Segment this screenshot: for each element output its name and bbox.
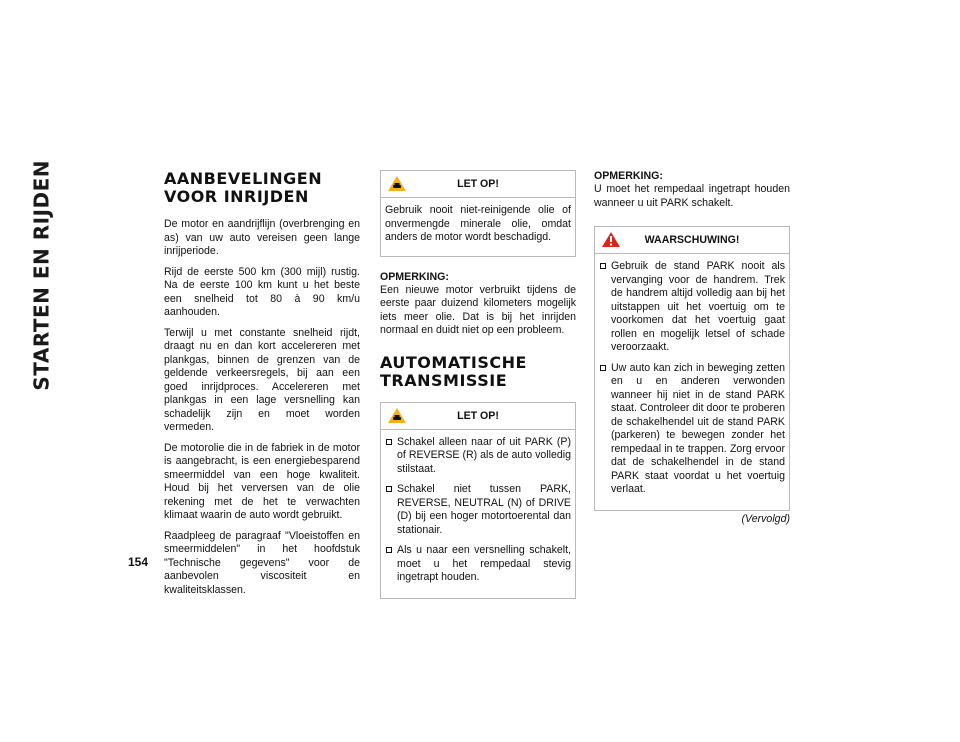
heading-transmissie: AUTOMATISCHE TRANSMISSIE — [380, 352, 527, 390]
paragraph: Terwijl u met constante snelheid rijdt, draagt nu en dan kort accelereren met plankgas, binnen de grenzen van de geldende verkeersregels, bij aan een goed inrijdproces. Accelereren met plankgas in een lage versnelling kan schadelijk zijn en moet worden vermeden. — [164, 326, 360, 433]
warning-box-header — [595, 227, 789, 254]
note-text: U moet het rempedaal ingetrapt houden wanneer u uit PARK schakelt. — [594, 183, 790, 209]
list-item: Uw auto kan zich in beweging zetten en u en anderen verwonden wanneer hij niet in de stand PARK staat. Controleer dit door te proberen de schakelhendel uit de stand PARK (parkeren) te bewegen zonder het rempedaal in te trappen. Zorg ervoor dat de schakelhendel in de stand PARK staat voordat u het voertuig verlaat. — [599, 362, 785, 497]
caution-car-icon — [387, 175, 407, 192]
caution-title: LET OP! — [457, 409, 499, 422]
list-item: Als u naar een versnelling schakelt, moet u het rempedaal stevig ingetrapt houden. — [385, 544, 571, 585]
column-middle — [380, 170, 576, 613]
caution-box-transmission — [380, 402, 576, 599]
caution-title: LET OP! — [457, 178, 499, 190]
caution-box-header — [381, 403, 575, 430]
caution-text: Gebruik nooit niet-reinigende olie of onvermengde minerale olie, omdat anders de motor wordt beschadigd. — [385, 204, 571, 243]
list-item: Gebruik de stand PARK nooit als vervanging voor de handrem. Trek de handrem altijd volledig aan bij het uitstappen uit het voertuig om te voorkomen dat het voertuig gaat rollen en mogelijk letsel of schade veroorzaakt. — [599, 260, 785, 355]
continued-label: (Vervolgd) — [741, 512, 790, 525]
note-text: Een nieuwe motor verbruikt tijdens de eerste paar duizend kilometers mogelijk iets meer olie. Dat is bij het inrijden normaal en duidt niet op een probleem. — [380, 283, 576, 336]
page-number: 154 — [128, 555, 149, 569]
bullet-square-icon — [386, 547, 392, 553]
note-label: OPMERKING: — [594, 170, 663, 182]
bullet-square-icon — [600, 365, 606, 371]
heading-inrijden: AANBEVELINGEN VOOR INRIJDEN — [164, 169, 323, 206]
section-title-text: STARTEN EN RIJDEN — [29, 160, 54, 391]
list-item: Schakel alleen naar of uit PARK (P) of REVERSE (R) als de auto volledig stilstaat. — [385, 436, 571, 477]
bullet-square-icon — [386, 439, 392, 445]
column-left — [164, 170, 360, 604]
caution-car-icon — [387, 407, 407, 424]
bullet-square-icon — [600, 263, 606, 269]
paragraph: Rijd de eerste 500 km (300 mijl) rustig. Na de eerste 100 km kunt u het beste een snelheid tot 80 à 90 km/u aanhouden. — [164, 265, 360, 318]
section-side-title — [29, 160, 160, 560]
caution-box-header — [381, 171, 575, 198]
caution-box-oil — [380, 170, 576, 257]
paragraph: Raadpleeg de paragraaf "Vloeistoffen en smeermiddelen" in het hoofdstuk "Technische gegevens" voor de aanbevolen viscositeit en kwaliteitsklassen. — [164, 529, 360, 596]
list-item: Schakel niet tussen PARK, REVERSE, NEUTRAL (N) of DRIVE (D) bij een hoger motortoerental dan stationair. — [385, 483, 571, 537]
column-right — [594, 170, 790, 525]
warning-triangle-icon — [601, 231, 621, 248]
warning-list — [599, 260, 785, 497]
bullet-square-icon — [386, 486, 392, 492]
paragraph: De motorolie die in de fabriek in de motor is aangebracht, is een energiebesparend smeermiddel van een hoge kwaliteit. Houd bij het verversen van de olie rekening met de het te verwachten klimaat waarin de auto wordt gebruikt. — [164, 441, 360, 521]
paragraph: De motor en aandrijflijn (overbrenging en as) van uw auto vereisen geen lange inrijperiode. — [164, 218, 360, 257]
warning-title: WAARSCHUWING! — [644, 234, 740, 246]
warning-box — [594, 226, 790, 511]
note-label: OPMERKING: — [380, 270, 449, 283]
caution-list — [385, 436, 571, 585]
